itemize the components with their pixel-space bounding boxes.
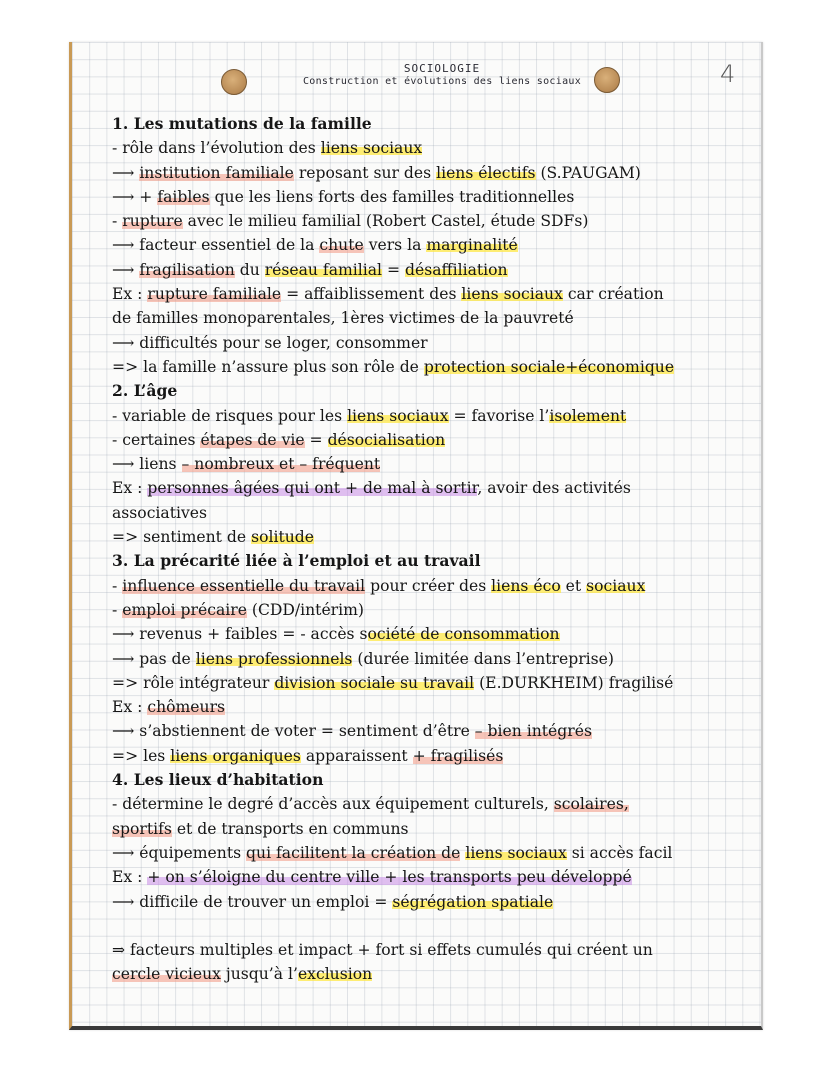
text-segment: Ex : (112, 479, 148, 498)
note-line (112, 161, 752, 185)
note-line (112, 695, 752, 719)
highlighted-text: ségrégation spatiale (392, 892, 554, 911)
text-segment: = affaiblissement des (281, 285, 462, 304)
page-number: 4 (720, 60, 736, 88)
highlighted-text: liens sociaux (320, 139, 423, 158)
text-segment: ⟶ pas de (112, 649, 196, 668)
highlighted-text: liens électifs (436, 163, 536, 182)
text-segment: si accès facil (566, 843, 673, 862)
note-line (112, 890, 752, 914)
note-line (112, 452, 752, 476)
text-segment: = (304, 430, 328, 449)
text-segment: - détermine le degré d’accès aux équipement culturels, (112, 795, 554, 814)
chapter-title: Construction et évolutions des liens sociaux (302, 76, 582, 87)
text-segment: apparaissent (300, 746, 413, 765)
text-segment: Ex : (112, 698, 148, 717)
note-line (112, 598, 752, 622)
note-line (112, 428, 752, 452)
highlighted-text: cercle vicieux (112, 965, 221, 984)
text-segment: ⟶ + (112, 187, 158, 206)
text-segment: - rôle dans l’évolution des (112, 139, 321, 158)
text-segment: vers la (363, 236, 427, 255)
text-segment: ⟶ facteur essentiel de la (112, 236, 320, 255)
note-line (112, 233, 752, 257)
text-segment: Ex : (112, 868, 148, 887)
highlighted-text: réseau familial (264, 260, 383, 279)
text-segment: - variable de risques pour les (112, 406, 348, 425)
note-line (112, 501, 752, 525)
highlighted-text: – nombreux et – fréquent (181, 455, 381, 474)
note-line (112, 938, 752, 962)
note-line (112, 331, 752, 355)
highlighted-text: chute (319, 236, 364, 255)
text-segment: et de transports en communs (171, 819, 409, 838)
text-segment: avec le milieu familial (Robert Castel, étude SDFs) (182, 212, 589, 231)
note-line (112, 476, 752, 500)
highlighted-text: liens sociaux (347, 406, 449, 425)
text-segment: 4. Les lieux d’habitation (112, 770, 324, 790)
highlighted-text: qui facilitent la création de (246, 843, 461, 862)
text-segment: associatives (112, 503, 208, 522)
highlighted-text: sportifs (112, 819, 172, 838)
text-segment: ⇒ facteurs multiples et impact + fort si effets cumulés qui créent un (112, 940, 653, 959)
highlighted-text: isolement (549, 406, 627, 425)
text-segment: jusqu’à l’ (220, 965, 298, 984)
highlighted-text: ociété de consommation (367, 625, 560, 644)
highlighted-text: emploi précaire (122, 600, 247, 619)
note-line (112, 792, 752, 816)
section-heading (112, 549, 752, 573)
text-segment: (S.PAUGAM) (535, 163, 641, 182)
highlighted-text: désaffiliation (405, 260, 508, 279)
highlighted-text: – bien intégrés (474, 722, 592, 741)
highlighted-text: influence essentielle du travail (122, 576, 366, 595)
note-line (112, 744, 752, 768)
text-segment: = (382, 260, 406, 279)
note-line (112, 817, 752, 841)
text-segment: 3. La précarité liée à l’emploi et au travail (112, 551, 481, 571)
text-segment: ⟶ revenus + faibles = - accès s (112, 625, 368, 644)
note-line (112, 355, 752, 379)
text-segment: (durée limitée dans l’entreprise) (352, 649, 614, 668)
section-heading (112, 112, 752, 136)
highlighted-text: scolaires, (553, 795, 629, 814)
highlighted-text: étapes de vie (200, 430, 305, 449)
text-segment: du (234, 260, 265, 279)
text-segment: = favorise l’ (448, 406, 550, 425)
text-segment: => les (112, 746, 171, 765)
text-segment: ⟶ (112, 260, 140, 279)
text-segment: pour créer des (365, 576, 492, 595)
text-segment: => sentiment de (112, 528, 252, 547)
text-segment: car création (562, 285, 664, 304)
notebook-page (69, 42, 763, 1030)
text-segment: Ex : (112, 285, 148, 304)
binder-hole-right (594, 67, 620, 93)
highlighted-text: sociaux (586, 576, 646, 595)
highlighted-text: désocialisation (327, 430, 446, 449)
note-line (112, 622, 752, 646)
text-segment: que les liens forts des familles traditionnelles (209, 187, 575, 206)
text-segment: - (112, 576, 123, 595)
text-segment: - (112, 212, 123, 231)
highlighted-text: marginalité (426, 236, 518, 255)
note-line (112, 258, 752, 282)
highlighted-text: personnes âgées qui ont + de mal à sortir (147, 479, 478, 498)
note-line (112, 962, 752, 986)
text-segment: ⟶ difficile de trouver un emploi = (112, 892, 393, 911)
note-line (112, 136, 752, 160)
text-segment: et (560, 576, 587, 595)
text-segment: ⟶ équipements (112, 843, 247, 862)
text-segment: ⟶ difficultés pour se loger, consommer (112, 333, 428, 352)
text-segment: ⟶ s’abstiennent de voter = sentiment d’être (112, 722, 475, 741)
notes-body (112, 112, 752, 986)
highlighted-text: liens professionnels (195, 649, 353, 668)
highlighted-text: fragilisation (139, 260, 235, 279)
note-line (112, 574, 752, 598)
note-line (112, 525, 752, 549)
note-line (112, 841, 752, 865)
highlighted-text: rupture (122, 212, 183, 231)
note-line (112, 282, 752, 306)
note-line (112, 209, 752, 233)
text-segment: ⟶ (112, 163, 140, 182)
text-segment: => la famille n’assure plus son rôle de (112, 357, 424, 376)
text-segment: => rôle intégrateur (112, 673, 275, 692)
text-segment: - (112, 600, 123, 619)
highlighted-text: + fragilisés (412, 746, 504, 765)
text-segment: , avoir des activités (477, 479, 631, 498)
text-segment: (CDD/intérim) (246, 600, 364, 619)
text-segment: 1. Les mutations de la famille (112, 114, 372, 133)
highlighted-text: protection sociale+économique (423, 357, 675, 376)
highlighted-text: institution familiale (139, 163, 294, 182)
binder-hole-left (221, 69, 247, 95)
highlighted-text: liens sociaux (461, 285, 563, 304)
highlighted-text: faibles (157, 187, 210, 206)
highlighted-text: + on s’éloigne du centre ville + les transports peu développé (147, 868, 632, 887)
text-segment: reposant sur des (293, 163, 437, 182)
section-heading (112, 379, 752, 403)
note-line (112, 647, 752, 671)
highlighted-text: liens organiques (170, 746, 301, 765)
highlighted-text: chômeurs (147, 698, 226, 717)
section-heading (112, 768, 752, 792)
text-segment: de familles monoparentales, 1ères victimes de la pauvreté (112, 309, 574, 328)
text-segment: 2. L’âge (112, 381, 178, 401)
text-segment: (E.DURKHEIM) fragilisé (474, 673, 674, 692)
highlighted-text: solitude (251, 528, 314, 547)
note-line (112, 306, 752, 330)
paragraph-gap (112, 914, 752, 938)
text-segment: ⟶ liens (112, 455, 182, 474)
subject-title: SOCIOLOGIE (403, 62, 481, 75)
highlighted-text: exclusion (297, 965, 373, 984)
note-line (112, 404, 752, 428)
highlighted-text: rupture familiale (147, 285, 282, 304)
note-line (112, 719, 752, 743)
text-segment: - certaines (112, 430, 201, 449)
highlighted-text: division sociale su travail (274, 673, 475, 692)
note-line (112, 671, 752, 695)
highlighted-text: liens éco (491, 576, 561, 595)
highlighted-text: liens sociaux (465, 843, 567, 862)
note-line (112, 865, 752, 889)
note-line (112, 185, 752, 209)
